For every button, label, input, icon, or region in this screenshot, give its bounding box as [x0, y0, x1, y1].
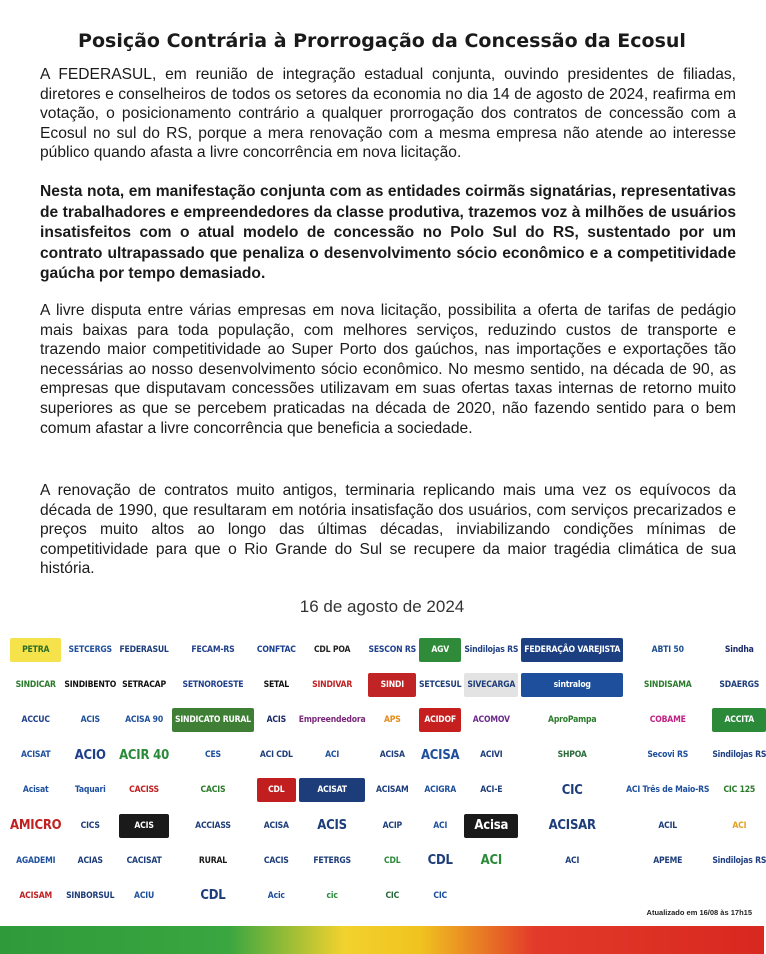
signatory-logo: ACIU	[134, 890, 155, 901]
signatory-logo: FECAM-RS	[191, 644, 235, 655]
paragraph-intro: A FEDERASUL, em reunião de integração estadual conjunta, ouvindo presidentes de filiadas, diretores e conselheiros de todos os setores da economia no dia 14 de agosto de 2024, reafirma em votação, o posicionamento contrário a qualquer prorrogação dos contratos de concessão com a Ecosul no sul do RS, porque a mera renovação com a mesma empresa não atende ao interesse público quando afasta a livre concorrência em nova licitação.	[40, 66, 736, 162]
signatory-logo: CACIS	[263, 855, 289, 866]
rs-flag-color-bar	[0, 926, 764, 954]
signatory-logo: SETCERGS	[68, 644, 112, 655]
signatory-logo: Sindilojas RS	[712, 750, 766, 761]
signatory-logo: sintralog	[521, 673, 623, 697]
signatory-logo: AGV	[419, 638, 461, 662]
signatory-logo: ACI	[433, 820, 448, 831]
updated-timestamp: Atualizado em 16/08 às 17h15	[646, 908, 752, 917]
signatory-logo: SINDICAR	[15, 679, 56, 690]
signatory-logo: ACIP	[382, 820, 402, 831]
signatory-logo: ACIS	[266, 714, 286, 725]
signatory-logo: ACCITA	[712, 708, 766, 732]
signatory-logo: ACISA 90	[125, 714, 164, 725]
signatory-logo: Sindha	[724, 644, 754, 655]
signatory-logo: Sindilojas RS	[464, 644, 519, 655]
signatory-logo: AGADEMI	[16, 855, 56, 866]
signatory-logo: ABTI 50	[651, 644, 684, 655]
signatory-logo: AproPampa	[548, 714, 597, 725]
paragraph-bold-statement: Nesta nota, em manifestação conjunta com as entidades coirmãs signatárias, representativas de trabalhadores e empreendedores da classe produtiva, trazemos voz à milhões de usuários insatisfeitos com o atual modelo de concessão no Polo Sul do RS, sustentado por um contrato ultrapassado que penaliza o desenvolvimento sócio econômico e a competitividade gaúcha por tempo demasiado.	[40, 183, 736, 282]
signatory-logo: ACISA	[263, 820, 289, 831]
signatory-logo: SETNOROESTE	[182, 679, 244, 690]
signatory-logo: CDL	[384, 855, 401, 866]
signatory-logo: ACISA	[379, 750, 405, 761]
signatory-logo: SDAERGS	[719, 679, 760, 690]
document-date: 16 de agosto de 2024	[299, 597, 465, 616]
signatory-logo: ACCUC	[21, 714, 50, 725]
signatory-logo: Empreendedora	[298, 714, 366, 725]
signatory-logo: ACIS	[80, 714, 100, 725]
signatory-logo: FETERGS	[313, 855, 351, 866]
signatory-logo: PETRA	[10, 638, 61, 662]
signatory-logo: cic	[326, 890, 338, 901]
signatory-logo: CACISS	[129, 785, 159, 796]
signatory-logo: SINDISAMA	[643, 679, 692, 690]
signatory-logo: ACCIASS	[195, 820, 231, 831]
signatory-logo: FEDERAÇÃO VAREJISTA	[521, 638, 623, 662]
signatory-logo: CACIS	[200, 785, 226, 796]
signatory-logo: Acisat	[22, 785, 49, 796]
signatory-logo: ACIL	[658, 820, 678, 831]
signatory-logo: COBAME	[649, 714, 686, 725]
signatory-logo: SINDICATO RURAL	[172, 708, 254, 732]
signatory-logo: SINBORSUL	[66, 890, 115, 901]
signatory-logo: ACISAT	[299, 778, 366, 802]
signatory-logo: CIC 125	[723, 785, 756, 796]
signatory-logo: CIC	[433, 890, 447, 901]
signatory-logo: CONFTAC	[256, 644, 296, 655]
signatory-logo: CDL	[257, 778, 296, 802]
signatory-logo: Taquari	[74, 785, 106, 796]
signatory-logo: CICS	[80, 820, 100, 831]
signatory-logo: CIC	[385, 890, 400, 901]
signatory-logo: ACISAM	[375, 785, 409, 796]
signatory-logo: ACISAR	[548, 818, 596, 834]
document-title: Posição Contrária à Prorrogação da Concessão da Ecosul	[78, 30, 686, 52]
signatory-logo: CDL POA	[313, 644, 351, 655]
signatory-logo: SINDIVAR	[312, 679, 353, 690]
signatory-logo: CES	[204, 750, 221, 761]
signatory-logo: SETCESUL	[419, 679, 462, 690]
signatory-logo: ACIR 40	[119, 747, 170, 763]
signatory-logo: CACISAT	[126, 855, 162, 866]
signatory-logo: ACISAM	[19, 890, 52, 901]
signatory-logo: ACI Três de Maio-RS	[626, 785, 710, 796]
signatory-logo: ACI	[732, 820, 747, 831]
signatory-logo: ACI-E	[480, 785, 503, 796]
signatory-logo: CDL	[200, 888, 226, 904]
signatory-logo: ACISAT	[20, 750, 51, 761]
signatory-logo: CIC	[561, 782, 583, 798]
signatory-logo: Secovi RS	[647, 750, 689, 761]
signatory-logo: CDL	[427, 853, 453, 869]
signatory-logo: SETAL	[263, 679, 289, 690]
signatory-logo: ACIGRA	[424, 785, 456, 796]
signatory-logo: FEDERASUL	[119, 644, 169, 655]
signatory-logo: Acisa	[464, 814, 518, 838]
signatory-logo: ACI	[325, 750, 340, 761]
signatory-logos	[10, 632, 766, 914]
paragraph-free-competition: A livre disputa entre várias empresas em nova licitação, possibilita a oferta de tarifas de pedágio mais baixas para toda população, com melhores serviços, reduzindo custos de transporte e trazendo maior competitividade ao Super Porto dos gaúchos, nas importações e exportações tão necessárias ao nosso desenvolvimento sócio econômico. No mesmo sentido, na década de 90, as empresas que disputavam concessões utilizavam em suas ofertas taxas internas de retorno muito superiores as que se percebem praticadas na década de 2020, não fazendo sentido para o bem comum afastar a livre concorrência que beneficia a sociedade.	[40, 302, 736, 437]
signatory-logo: ACIDOF	[419, 708, 461, 732]
signatory-logo: Sindilojas RS	[712, 855, 766, 866]
signatory-logo: ACI	[480, 853, 502, 869]
signatory-logo: SETRACAP	[122, 679, 166, 690]
signatory-logo: RURAL	[198, 855, 227, 866]
signatory-logo: ACISA	[420, 747, 460, 763]
signatory-logo: SINDIBENTO	[64, 679, 117, 690]
signatory-logo: APS	[383, 714, 401, 725]
paragraph-renewal-risk: A renovação de contratos muito antigos, terminaria replicando mais uma vez os equívocos da década de 1990, que resultaram em notória insatisfação dos usuários, com serviços precarizados e preços muito altos ao longo das últimas décadas, inviabilizando condições mínimas de competitividade para que o Rio Grande do Sul se recupere da maior tragédia climática de sua história.	[40, 482, 736, 578]
signatory-logo: SHPOA	[557, 750, 587, 761]
signatory-logo: ACIVI	[480, 750, 503, 761]
signatory-logo: ACOMOV	[472, 714, 510, 725]
signatory-logo: SESCON RS	[368, 644, 417, 655]
signatory-logo: ACIS	[119, 814, 169, 838]
signatory-logo: Acic	[267, 890, 285, 901]
signatory-logo: ACIO	[74, 747, 106, 763]
signatory-logo: ACI	[565, 855, 580, 866]
signatory-logo: ACI CDL	[259, 750, 293, 761]
signatory-logo: APEME	[653, 855, 683, 866]
signatory-logo: SIVECARGA	[464, 673, 518, 697]
signatory-logo: AMICRO	[10, 818, 62, 834]
signatory-logo: ACIAS	[77, 855, 103, 866]
signatory-logo: SINDI	[368, 673, 416, 697]
signatory-logo: ACIS	[317, 818, 347, 834]
